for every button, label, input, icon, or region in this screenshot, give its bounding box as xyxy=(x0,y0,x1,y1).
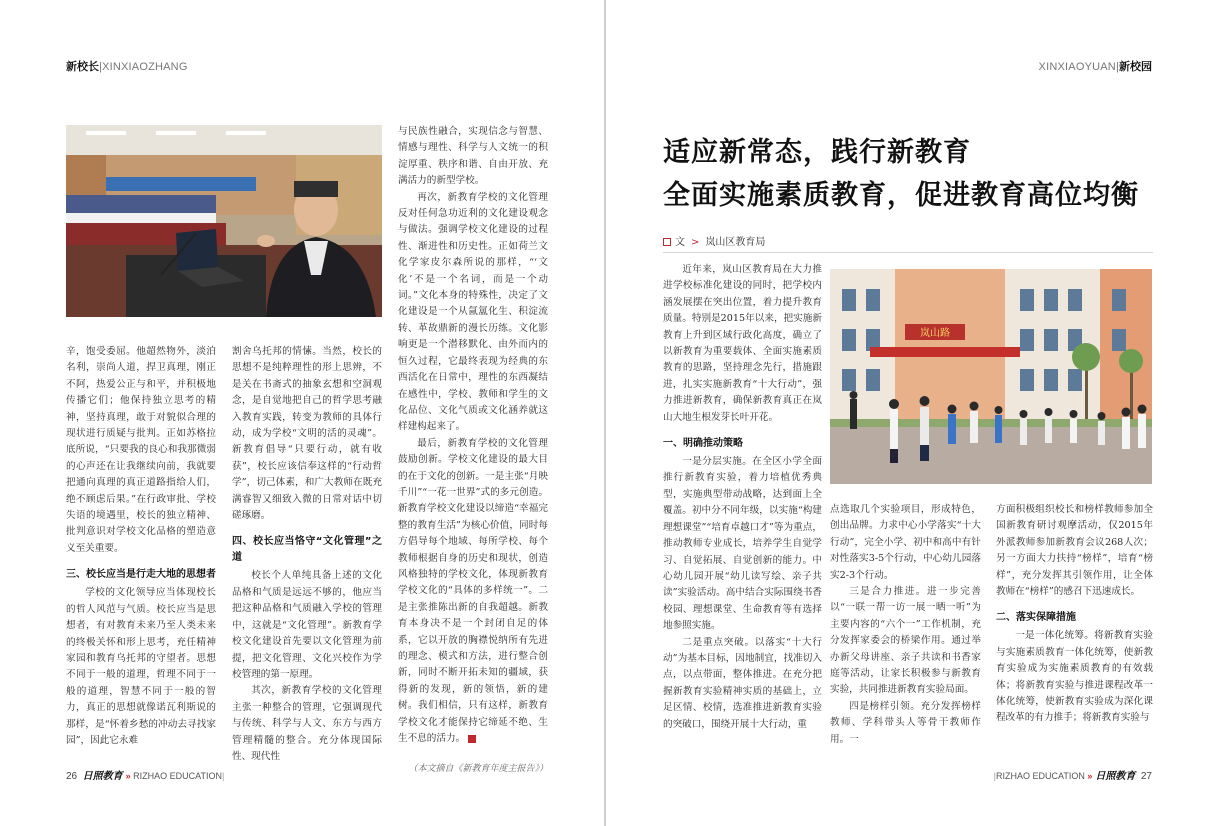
magazine-logo: 日照教育 xyxy=(82,771,123,782)
running-header-left: 新校长|XINXIAOZHANG xyxy=(66,61,188,73)
right-page xyxy=(606,0,1209,826)
source-note: （本文摘自《新教育年度主报告》） xyxy=(408,764,548,775)
footer-left: 26 日照教育 » RIZHAO EDUCATION| xyxy=(66,771,225,782)
end-mark-icon xyxy=(468,735,476,743)
section-heading-4: 四、校长应当恪守“文化管理”之道 xyxy=(232,536,382,564)
text-column-b: 点选取几个实验项目，形成特色，创出品牌。力求中心小学落实“十大行动”，完全小学、初中和高中有针对性落实3-5个行动，中心幼儿园落实2-3个行动。 三是合力推进。进一步完善以“一联一帮一访一展一晒一听”为主要内容的“六个一”工作机制，充分发挥家委会的桥梁作用。通过举办新父母讲座、亲子共读和书香家庭等活动，让家长积极参与新教育实验，共同推进新教育实验局面。 四是榜样引领。充分发挥榜样教师、学科带头人等骨干教师作用。一 xyxy=(830,504,981,745)
article-title-line2: 全面实施素质教育，促进教育高位均衡 xyxy=(663,180,1139,211)
magazine-logo: 日照教育 xyxy=(1095,771,1136,782)
text-column-c: 方面积极组织校长和榜样教师参加全国新教育研讨观摩活动，仅2015年外派教师参加新教育会议268人次；另一方面大力扶持“榜样”，培育“榜样”，充分发挥其引领作用，让全体教师在“榜样”的感召下迅速成长。 二、落实保障措施 一是一体化统筹。将新教育实验与实施素质教育一体化统筹，使新教育实验成为实施素质教育的有效载体；将新教育实验与推进课程改革一体化统筹，使新教育实验成为深化课程改革的有力推手；将新教育实验与 xyxy=(996,504,1153,724)
footer-right: |RIZHAO EDUCATION » 日照教育 27 xyxy=(993,771,1152,782)
byline-rule xyxy=(663,252,1153,253)
text-column-1: 辛，饱受委屈。他超然物外，淡泊名利，崇尚人道，捍卫真理，刚正不阿，热爱公正与和平，并积极地传播它们；他保持独立思考的精神，坚持真理，敢于对貌似合理的现状进行质疑与批判。正如苏格拉底所说，“只要我的良心和我那微弱的心声还在让我继续向前，我就要把通向真理的真正道路指给人们，绝不顾虑后果。”在行政审批、学校失语的境遇里，校长的独立精神、批判意识对学校文化品格的塑造意义至关重要。 三、校长应当是行走大地的思想者 学校的文化领导应当体现校长的哲人风范与气质。校长应当是思想者，有对教育未来乃至人类未来的终极关怀和形上思考，充任精神家园和教育乌托邦的守望者。思想不同于一般的道理，哲理不同于一般的道理，智慧不同于一般的智力，真正的思想就像诺瓦利斯说的那样，是“怀着乡愁的冲动去寻找家园”，因此它永难 xyxy=(66,346,216,746)
text-column-3: 与民族性融合，实现信念与智慧、情感与理性、科学与人文统一的积淀厚重、秩序和谐、自由开放、充满活力的新型学校。 再次，新教育学校的文化管理反对任何急功近利的文化建设观念与做法。强调学校文化建设的过程性、渐进性和历史性。正如荷兰文化学家皮尔森所说的那样，“‘文化’不是一个名词，而是一个动词。”文化本身的特殊性，决定了文化建设是一个从氤氲化生、积淀流转、革故鼎新的漫长历练。文化影响更是一个潜移默化、由外而内的恒久过程，它最终表现为经典的东西活化在日常中，理性的东西凝结在感性中，学校、教师和学生的文化品位、文化气质或文化涵养就这样建构起来了。 最后，新教育学校的文化管理鼓励创新。学校文化建设的最大目的在于文化的创新。一是主张“月映千川”“一花一世界”式的多元创造。新教育学校文化建设以缔造“幸福完整的教育生活”为核心价值，同时每方倡导每个地域、每所学校、每个教师根据自身的历史和现状，创造风格独特的学校文化，体现新教育学校文化的“具体的多样统一”。二是主张推陈出新的自我超越。新教育本身决不是一个封闭自足的体系，它以开放的胸襟悦纳所有先进的理念、模式和方法，进行整合创新，同时不断开拓未知的疆域，获得新的发现，新的领悟，新的建树。我们相信，只有这样，新教育学校文化才能保持它缔延不绝、生生不息的活力。 （本文摘自《新教育年度主报告》） xyxy=(398,124,548,778)
school-photo xyxy=(830,269,1152,484)
page-number: 26 xyxy=(66,771,78,782)
section-heading-3: 三、校长应当是行走大地的思想者 xyxy=(66,569,216,581)
conference-photo xyxy=(66,125,382,317)
page-number: 27 xyxy=(1140,771,1152,782)
article-title-line1: 适应新常态，践行新教育 xyxy=(663,137,971,168)
intro-column: 近年来，岚山区教育局在大力推进学校标准化建设的同时，把学校内涵发展摆在突出位置，着力提升教育质量。特别是2015年以来，把实施新教育上升到区域行政化高度，确立了以新教育为重要载体、全面实施素质教育的思路，坚持理念先行，措施跟进，扎实实施新教育“十大行动”，强力推进新教育，确保新教育真正在岚山大地生根发芽长叶开花。 一、明确推动策略 一是分层实施。在全区小学全面推行新教育实验，着力培植优秀典型，实施典型带动战略，达到面上全覆盖。初中分不同年级，以实施“构建理想课堂”“培育卓越口才”等为重点，推动教师专业成长，培养学生自觉学习、自觉拓展、自觉创新的能力。中心幼儿园开展“幼儿读写绘、亲子共读”实验活动。高中结合实际围绕书香校园、理想课堂、生命教育等有选择地参照实施。 二是重点突破。以落实“十大行动”为基本目标，因地制宜，找准切入点，以点带面，整体推进。在充分把握新教育实验精神实质的基础上，立足区情、校情，选准推进新教育实验的突破口，围绕开展十大行动，重 xyxy=(663,264,822,730)
text-column-2: 割舍乌托邦的情愫。当然，校长的思想不是纯粹理性的形上思辨，不是关在书斋式的抽象玄想和空洞观念，是自觉地把自己的哲学思考融入教育实践，转变为教师的具体行动，成为学校“文明的活的灵魂”。新教育倡导“只要行动，就有收获”，校长应该信奉这样的“行动哲学”，切己体素，和广大教师在既充满睿智又细致入微的日常对话中切磋琢磨。 四、校长应当恪守“文化管理”之道 校长个人单纯具备上述的文化品格和气质是远远不够的，他应当把这种品格和气质融入学校的管理中，这就是“文化管理”。新教育学校文化建设首先要以文化管理为前提，把文化管理、文化兴校作为学校管理的第一原理。 其次，新教育学校的文化管理主张一种整合的管理，它强调现代与传统、科学与人文、东方与西方管理精髓的整合。充分体现国际性、现代性 xyxy=(232,346,382,762)
byline-box-icon xyxy=(663,238,671,246)
running-header-right: XINXIAOYUAN|新校园 xyxy=(1038,61,1152,73)
section-heading-2: 二、落实保障措施 xyxy=(996,612,1076,624)
section-heading-1: 一、明确推动策略 xyxy=(663,438,743,450)
left-page xyxy=(0,0,604,826)
building-sign: 岚山路 xyxy=(920,328,950,339)
byline: 文 > 岚山区教育局 xyxy=(663,233,765,248)
